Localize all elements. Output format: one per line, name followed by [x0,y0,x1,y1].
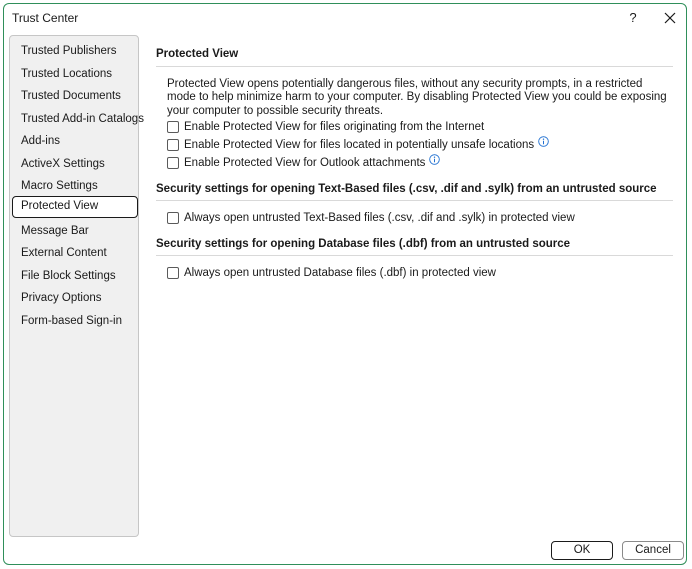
database-option[interactable] [167,265,496,281]
sidebar-item-macro-settings[interactable]: Macro Settings [21,180,98,192]
text-based-heading: Security settings for opening Text-Based files (.csv, .dif and .sylk) from an untrusted source [156,183,657,195]
sidebar-item-trusted-documents[interactable]: Trusted Documents [21,90,121,102]
text-based-option[interactable] [167,210,575,226]
section-divider [156,200,673,201]
sidebar-item-protected-view[interactable]: Protected View [12,196,138,218]
sidebar-item-trusted-addin-catalogs[interactable]: Trusted Add-in Catalogs [21,113,144,125]
close-icon [658,6,682,30]
ok-button[interactable]: OK [551,541,613,560]
pv-outlook-option[interactable] [167,155,440,171]
sidebar-item-external-content[interactable]: External Content [21,247,107,259]
sidebar-item-form-based-sign-in[interactable]: Form-based Sign-in [21,315,122,327]
cancel-button[interactable]: Cancel [622,541,684,560]
database-checkbox[interactable] [167,267,179,279]
title-bar [4,4,686,34]
pv-outlook-checkbox[interactable] [167,157,179,169]
dialog-title: Trust Center [12,11,79,25]
database-heading: Security settings for opening Database files (.dbf) from an untrusted source [156,238,571,250]
info-icon[interactable] [429,154,440,165]
pv-unsafe-locations-label: Enable Protected View for files located in potentially unsafe locations [184,139,535,151]
section-divider [156,66,673,67]
sidebar-item-privacy-options[interactable]: Privacy Options [21,292,102,304]
sidebar-item-trusted-publishers[interactable]: Trusted Publishers [21,45,117,57]
section-divider [156,255,673,256]
close-button[interactable] [658,6,682,30]
sidebar-item-addins[interactable]: Add-ins [21,135,60,147]
pv-unsafe-locations-checkbox[interactable] [167,139,179,151]
sidebar-item-message-bar[interactable]: Message Bar [21,225,89,237]
sidebar-item-activex-settings[interactable]: ActiveX Settings [21,158,105,170]
text-based-checkbox[interactable] [167,212,179,224]
protected-view-description: Protected View opens potentially dangerous files, without any security prompts, in a restricted mode to help minimize harm to your computer. By disabling Protected View you could be exposing your computer to possible security threats. [167,78,667,117]
sidebar-item-file-block-settings[interactable]: File Block Settings [21,270,116,282]
protected-view-heading: Protected View [156,48,239,60]
pv-outlook-label: Enable Protected View for Outlook attachments [184,157,426,169]
help-button[interactable]: ? [629,10,637,25]
text-based-label: Always open untrusted Text-Based files (.csv, .dif and .sylk) in protected view [184,212,575,224]
info-icon[interactable] [538,136,549,147]
pv-internet-label: Enable Protected View for files originating from the Internet [184,121,485,133]
database-label: Always open untrusted Database files (.dbf) in protected view [184,267,496,279]
pv-internet-option[interactable] [167,119,484,135]
trust-center-dialog [3,3,687,565]
sidebar-item-trusted-locations[interactable]: Trusted Locations [21,68,112,80]
pv-unsafe-locations-option[interactable] [167,137,549,153]
sidebar [9,35,144,537]
pv-internet-checkbox[interactable] [167,121,179,133]
